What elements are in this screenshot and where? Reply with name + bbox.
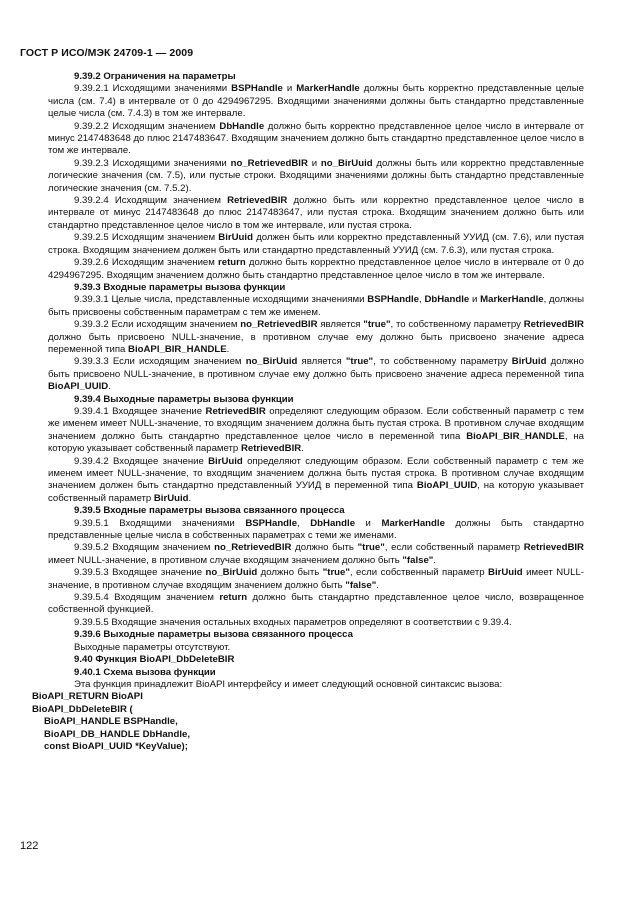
text-run: 9.39.5.3 Входящее значение — [74, 567, 206, 579]
paragraph — [48, 232, 584, 257]
text-run: . — [433, 554, 437, 566]
emphasized-term: BioAPI_BIR_HANDLE — [128, 343, 227, 355]
text-run: определяют следующим образом. Если собственный параметр с тем же именем имеет NULL-значение, то входящим значением должна быть пустая строка. В противном случае входящим значением должен быть стандартно представленный УУИД в переменной типа — [48, 455, 584, 492]
text-run: имеет NULL-значение, в противном случае входящим значением должно быть — [48, 554, 403, 566]
emphasized-term: MarkerHandle — [480, 294, 544, 306]
text-run: 9.39.4.2 Входящее значение — [74, 455, 209, 467]
section-heading: 9.39.4 Выходные параметры вызова функции — [74, 393, 294, 405]
document-body — [32, 71, 585, 753]
text-run: должен быть или корректно представленный УУИД (см. 7.6), или пустая строка. Входящим значением должен быть или стандартно представленный УУИД (см. 7.6.3), или пустая строка. — [48, 232, 584, 256]
text-run: 9.39.5.2 Входящим значением — [74, 542, 215, 554]
text-run: имеет NULL-значение, в противном случае входящим значением должно быть — [48, 567, 584, 591]
section-heading: 9.39.6 Выходные параметры вызова связанного процесса — [74, 629, 353, 641]
emphasized-term: "true" — [363, 319, 391, 331]
text-run: и — [307, 157, 321, 169]
emphasized-term: no_BirUuid — [205, 567, 258, 579]
emphasized-term: "true" — [345, 356, 374, 368]
text-run: , — [419, 294, 425, 306]
emphasized-term: RetrievedBIR — [205, 405, 266, 417]
text-run: 9.39.3.3 Если исходящим значением — [74, 356, 246, 368]
text-run: должно быть — [257, 567, 323, 579]
emphasized-term: BirUuid — [218, 232, 253, 244]
text-run: должно быть стандартно представленное целое число, возвращенное собственной функцией. — [48, 592, 584, 616]
paragraph — [48, 356, 584, 393]
text-run: , если собственный параметр — [349, 567, 489, 579]
emphasized-term: DbHandle — [310, 517, 356, 529]
text-run: 9.39.5.5 Входящие значения остальных входных параметров определяют в соответствии с 9.39.4. — [74, 616, 512, 628]
text-run: 9.39.2.3 Исходящими значениями — [74, 157, 231, 169]
emphasized-term: no_BirUuid — [320, 157, 373, 169]
emphasized-term: MarkerHandle — [296, 83, 360, 95]
paragraph — [48, 679, 584, 691]
paragraph — [48, 518, 584, 543]
emphasized-term: DbHandle — [424, 294, 470, 306]
text-run: 9.39.4.1 Входящее значение — [74, 405, 206, 417]
paragraph — [48, 195, 584, 232]
paragraph — [48, 567, 584, 592]
paragraph — [48, 257, 584, 282]
emphasized-term: BirUuid — [488, 567, 523, 579]
emphasized-term: no_RetrievedBIR — [214, 542, 292, 554]
emphasized-term: BirUuid — [511, 356, 547, 368]
emphasized-term: "true" — [322, 567, 350, 579]
text-run: , то собственному параметру — [373, 356, 512, 368]
text-run: должны быть стандартно представленные целые числа в собственных параметрах с теми же именами. — [48, 517, 584, 542]
text-run: 9.39.3.2 Если исходящим значением — [74, 319, 241, 331]
text-run: , — [297, 517, 311, 529]
text-run: 9.39.2.5 Исходящим значением — [74, 232, 219, 244]
emphasized-term: BSPHandle — [245, 517, 298, 529]
text-run: является — [317, 319, 364, 331]
text-run: . — [108, 381, 111, 393]
paragraph — [48, 319, 584, 356]
emphasized-term: BirUuid — [153, 492, 189, 504]
emphasized-term: BioAPI_UUID — [48, 381, 109, 393]
text-run: должны быть или корректно представленные логические значения (см. 7.5), или пустые строки. Входящими значениями должны быть стандартно представленные логические значения (см. 7.5.2). — [48, 157, 584, 194]
code-line: BioAPI_RETURN BioAPI — [32, 691, 143, 703]
emphasized-term: BSPHandle — [231, 83, 283, 95]
text-run: , если собственный параметр — [384, 542, 524, 554]
paragraph — [48, 406, 584, 456]
section-heading: 9.40 Функция BioAPI_DbDeleteBIR — [74, 654, 235, 666]
emphasized-term: RetrievedBIR — [227, 195, 288, 207]
emphasized-term: DbHandle — [219, 120, 265, 132]
paragraph — [48, 121, 584, 158]
text-run: 9.39.3.1 Целые числа, представленные исходящими значениями — [74, 294, 368, 306]
text-run: 9.39.2.6 Исходящим значением — [74, 257, 219, 269]
paragraph — [48, 83, 584, 120]
code-line: const BioAPI_UUID *KeyValue); — [44, 740, 188, 752]
text-run: Эта функция принадлежит BioAPI интерфейсу и имеет следующий основной синтаксис вызова: — [74, 678, 503, 690]
paragraph — [48, 456, 584, 506]
page-number: 122 — [20, 840, 39, 852]
paragraph — [48, 542, 584, 567]
emphasized-term: no_RetrievedBIR — [240, 319, 318, 331]
code-line: BioAPI_DbDeleteBIR ( — [32, 703, 133, 715]
emphasized-term: "true" — [357, 542, 385, 554]
text-run: . — [226, 343, 230, 355]
section-heading: 9.39.2 Ограничения на параметры — [74, 71, 236, 82]
text-run: 9.39.2.4 Исходящим значением — [74, 195, 228, 207]
emphasized-term: return — [218, 257, 246, 269]
emphasized-term: "false" — [402, 554, 434, 566]
emphasized-term: BirUuid — [208, 455, 243, 467]
text-run: . — [301, 443, 304, 455]
text-run: должно быть или корректно представленное целое число в интервале от минус 2147483648 до плюс 2147483647, или пустая строка. Входящим значением должно быть или стандартно представленное целое число в том же интервале, или пустая строка. — [48, 195, 584, 231]
text-run: должно быть присвоено NULL-значение, в противном случае ему должно быть присвоено значение адреса переменной типа — [48, 356, 584, 380]
paragraph — [48, 642, 584, 654]
text-run: , на которую указывает собственный параметр — [48, 480, 584, 504]
code-line: BioAPI_DB_HANDLE DbHandle, — [44, 728, 191, 740]
emphasized-term: BSPHandle — [367, 294, 419, 306]
emphasized-term: no_RetrievedBIR — [230, 157, 308, 169]
text-run: является — [297, 356, 346, 368]
emphasized-term: "false" — [345, 579, 377, 591]
document-header: ГОСТ Р ИСО/МЭК 24709-1 — 2009 — [20, 47, 194, 59]
text-run: , то собственному параметру — [390, 319, 524, 331]
text-run: 9.39.2.2 Исходящим значением — [74, 120, 220, 132]
emphasized-term: return — [219, 592, 248, 604]
text-run: должно быть корректно представленное целое число в интервале от минус 2147483648 до плюс 2147483647. Входящим значением должно быть стандартно представленное целое число в том же интервале. — [48, 120, 584, 157]
emphasized-term: no_BirUuid — [245, 356, 298, 368]
emphasized-term: MarkerHandle — [381, 517, 445, 529]
text-run: . — [188, 492, 192, 504]
text-run: должно быть корректно представленное целое число в интервале от 0 до 4294967295. Входящим значением должно быть стандартно представленное целое число в том же интервале. — [48, 257, 584, 281]
emphasized-term: RetrievedBIR — [240, 443, 302, 455]
paragraph — [48, 294, 584, 319]
text-run: . — [376, 579, 379, 591]
paragraph — [48, 592, 584, 617]
section-heading: 9.39.3 Входные параметры вызова функции — [74, 281, 286, 293]
emphasized-term: BioAPI_BIR_HANDLE — [466, 430, 565, 442]
section-heading: 9.39.5 Входные параметры вызова связанного процесса — [74, 505, 345, 517]
section-heading: 9.40.1 Схема вызова функции — [74, 666, 216, 678]
text-run: , должны быть присвоены собственным параметрам с тем же именем. — [48, 294, 584, 318]
text-run: Выходные параметры отсутствуют. — [74, 641, 231, 653]
text-run: определяют следующим образом. Если собственный параметр с тем же именем имеет NULL-значение, то входящим значением должна быть пустая строка. В противном случае входящим значением должно быть стандартно представленное целое число в переменной типа — [48, 405, 584, 442]
emphasized-term: RetrievedBIR — [523, 542, 584, 554]
text-run: 9.39.2.1 Исходящими значениями — [74, 83, 232, 95]
paragraph — [48, 158, 584, 195]
text-run: 9.39.5.1 Входящими значениями — [74, 517, 246, 529]
emphasized-term: RetrievedBIR — [523, 319, 584, 331]
text-run: 9.39.5.4 Входящим значением — [74, 592, 220, 604]
code-line: BioAPI_HANDLE BSPHandle, — [44, 716, 178, 728]
text-run: должно быть присвоено NULL-значение, в противном случае ему должно быть присвоено значение адреса переменной типа — [48, 331, 584, 355]
text-run: , на которую указывает собственный параметр — [48, 430, 585, 455]
text-run: и — [282, 83, 297, 95]
text-run: и — [469, 294, 481, 306]
text-run: и — [355, 517, 382, 529]
text-run: должно быть — [291, 542, 358, 554]
emphasized-term: BioAPI_UUID — [416, 480, 478, 492]
paragraph — [48, 617, 584, 629]
text-run: должны быть корректно представленные целые числа (см. 7.4) в интервале от 0 до 4294967295. Входящими значениями должны быть стандартно представленные целые числа (см. 7.4.3) в том же интервале. — [48, 83, 584, 120]
